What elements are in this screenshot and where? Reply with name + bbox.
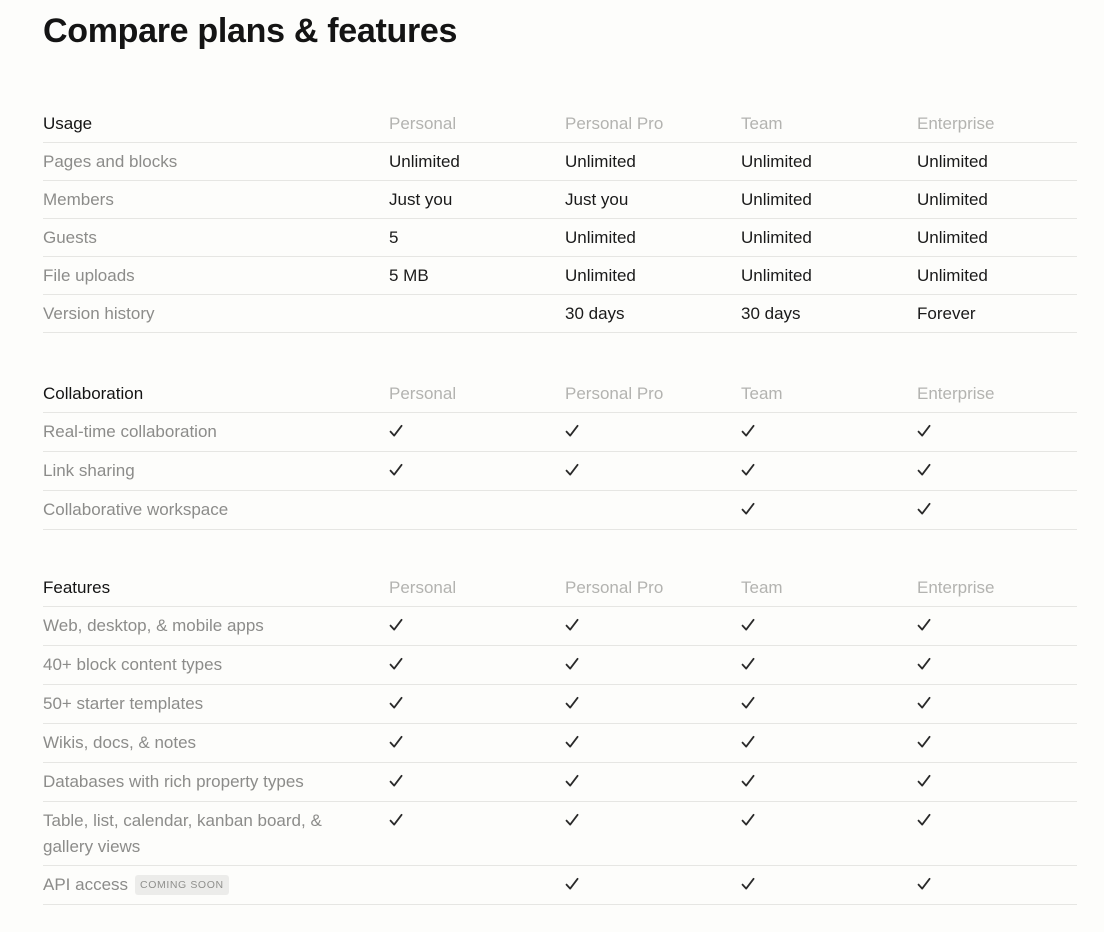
cell-personal-pro <box>565 497 741 524</box>
page-title: Compare plans & features <box>43 12 458 50</box>
check-icon <box>565 813 579 827</box>
cell-team <box>741 497 917 524</box>
feature-label: Members <box>43 190 114 209</box>
plan-column-personal: Personal <box>389 114 457 133</box>
cell-team <box>741 769 917 796</box>
cell-enterprise <box>917 419 1077 446</box>
plan-column-enterprise: Enterprise <box>917 384 995 403</box>
section-title: Usage <box>43 114 93 133</box>
cell-personal <box>389 458 565 485</box>
check-icon <box>917 877 931 891</box>
plan-column-personal: Personal <box>389 384 457 403</box>
cell-team <box>741 613 917 640</box>
cell-team: 30 days <box>741 304 801 323</box>
cell-personal <box>389 769 565 796</box>
cell-personal-pro: Unlimited <box>565 266 636 285</box>
section-header-row <box>43 105 1077 143</box>
check-icon <box>917 657 931 671</box>
feature-label: Databases with rich property types <box>43 772 304 791</box>
plan-column-personal-pro: Personal Pro <box>565 114 664 133</box>
check-icon <box>917 463 931 477</box>
cell-personal <box>389 419 565 446</box>
cell-personal <box>389 301 565 327</box>
plan-column-personal-pro: Personal Pro <box>565 578 664 597</box>
feature-label: 40+ block content types <box>43 655 223 674</box>
cell-enterprise <box>917 458 1077 485</box>
section-header-row <box>43 569 1077 607</box>
cell-enterprise: Unlimited <box>917 228 988 247</box>
cell-personal-pro <box>565 808 741 860</box>
cell-personal <box>389 652 565 679</box>
plan-column-team: Team <box>741 578 783 597</box>
cell-enterprise <box>917 769 1077 796</box>
cell-personal: Just you <box>389 190 453 209</box>
feature-label: 50+ starter templates <box>43 694 204 713</box>
plan-column-team: Team <box>741 384 783 403</box>
table-row <box>43 491 1077 530</box>
cell-personal-pro <box>565 872 741 899</box>
check-icon <box>741 463 755 477</box>
cell-enterprise: Unlimited <box>917 152 988 171</box>
check-icon <box>565 657 579 671</box>
cell-team <box>741 808 917 860</box>
check-icon <box>389 774 403 788</box>
plan-column-personal: Personal <box>389 578 457 597</box>
table-row <box>43 724 1077 763</box>
cell-team: Unlimited <box>741 266 812 285</box>
cell-team <box>741 652 917 679</box>
feature-label: Web, desktop, & mobile apps <box>43 616 264 635</box>
cell-team: Unlimited <box>741 228 812 247</box>
check-icon <box>389 657 403 671</box>
check-icon <box>565 774 579 788</box>
table-row <box>43 452 1077 491</box>
cell-personal-pro <box>565 613 741 640</box>
cell-personal-pro <box>565 652 741 679</box>
cell-team: Unlimited <box>741 152 812 171</box>
feature-label: Collaborative workspace <box>43 500 229 519</box>
check-icon <box>917 696 931 710</box>
cell-enterprise: Forever <box>917 304 976 323</box>
section-features <box>43 569 1077 905</box>
cell-enterprise: Unlimited <box>917 266 988 285</box>
cell-enterprise <box>917 652 1077 679</box>
check-icon <box>741 424 755 438</box>
check-icon <box>741 877 755 891</box>
check-icon <box>565 618 579 632</box>
cell-personal-pro <box>565 458 741 485</box>
cell-personal-pro: Just you <box>565 190 629 209</box>
check-icon <box>917 813 931 827</box>
cell-personal-pro: Unlimited <box>565 152 636 171</box>
feature-label: Real-time collaboration <box>43 422 217 441</box>
feature-label: Guests <box>43 228 97 247</box>
cell-enterprise: Unlimited <box>917 190 988 209</box>
table-row <box>43 866 1077 905</box>
cell-personal: Unlimited <box>389 152 460 171</box>
feature-label-cell <box>43 872 389 899</box>
check-icon <box>389 463 403 477</box>
plan-column-enterprise: Enterprise <box>917 114 995 133</box>
check-icon <box>389 696 403 710</box>
table-row <box>43 646 1077 685</box>
cell-team <box>741 730 917 757</box>
cell-personal <box>389 613 565 640</box>
cell-team <box>741 691 917 718</box>
cell-personal <box>389 730 565 757</box>
plan-column-enterprise: Enterprise <box>917 578 995 597</box>
check-icon <box>389 813 403 827</box>
check-icon <box>565 696 579 710</box>
table-row <box>43 607 1077 646</box>
check-icon <box>741 618 755 632</box>
cell-enterprise <box>917 613 1077 640</box>
section-title: Collaboration <box>43 384 144 403</box>
section-title: Features <box>43 578 111 597</box>
cell-enterprise <box>917 691 1077 718</box>
feature-label: Table, list, calendar, kanban board, & gallery views <box>43 811 322 856</box>
table-row <box>43 181 1077 219</box>
feature-label: File uploads <box>43 266 135 285</box>
cell-personal <box>389 497 565 524</box>
cell-personal-pro <box>565 769 741 796</box>
table-row <box>43 143 1077 181</box>
check-icon <box>741 502 755 516</box>
check-icon <box>741 696 755 710</box>
section-collaboration <box>43 375 1077 530</box>
feature-label: Link sharing <box>43 461 135 480</box>
cell-personal <box>389 872 565 899</box>
cell-personal-pro <box>565 419 741 446</box>
cell-enterprise <box>917 497 1077 524</box>
cell-enterprise <box>917 872 1077 899</box>
check-icon <box>565 877 579 891</box>
cell-team <box>741 458 917 485</box>
check-icon <box>565 463 579 477</box>
table-row <box>43 763 1077 802</box>
feature-label: API access <box>43 875 129 894</box>
cell-personal <box>389 691 565 718</box>
table-row <box>43 685 1077 724</box>
cell-personal: 5 MB <box>389 266 429 285</box>
table-row <box>43 219 1077 257</box>
feature-label: Pages and blocks <box>43 152 178 171</box>
check-icon <box>741 813 755 827</box>
check-icon <box>389 618 403 632</box>
table-row <box>43 413 1077 452</box>
cell-team: Unlimited <box>741 190 812 209</box>
check-icon <box>917 424 931 438</box>
cell-personal-pro <box>565 730 741 757</box>
table-row <box>43 295 1077 333</box>
check-icon <box>389 735 403 749</box>
plan-column-team: Team <box>741 114 783 133</box>
cell-personal-pro <box>565 691 741 718</box>
check-icon <box>917 735 931 749</box>
cell-enterprise <box>917 808 1077 860</box>
cell-team <box>741 419 917 446</box>
table-row <box>43 257 1077 295</box>
cell-personal-pro: Unlimited <box>565 228 636 247</box>
cell-personal: 5 <box>389 228 399 247</box>
check-icon <box>389 424 403 438</box>
check-icon <box>565 735 579 749</box>
section-header-row <box>43 375 1077 413</box>
plan-column-personal-pro: Personal Pro <box>565 384 664 403</box>
feature-label: Wikis, docs, & notes <box>43 733 197 752</box>
check-icon <box>917 502 931 516</box>
check-icon <box>741 735 755 749</box>
section-usage <box>43 105 1077 333</box>
check-icon <box>741 657 755 671</box>
check-icon <box>917 618 931 632</box>
cell-personal <box>389 808 565 860</box>
check-icon <box>565 424 579 438</box>
cell-personal-pro: 30 days <box>565 304 625 323</box>
cell-enterprise <box>917 730 1077 757</box>
feature-label: Version history <box>43 304 155 323</box>
check-icon <box>917 774 931 788</box>
coming-soon-badge: COMING SOON <box>135 875 229 895</box>
check-icon <box>741 774 755 788</box>
cell-team <box>741 872 917 899</box>
table-row <box>43 802 1077 866</box>
